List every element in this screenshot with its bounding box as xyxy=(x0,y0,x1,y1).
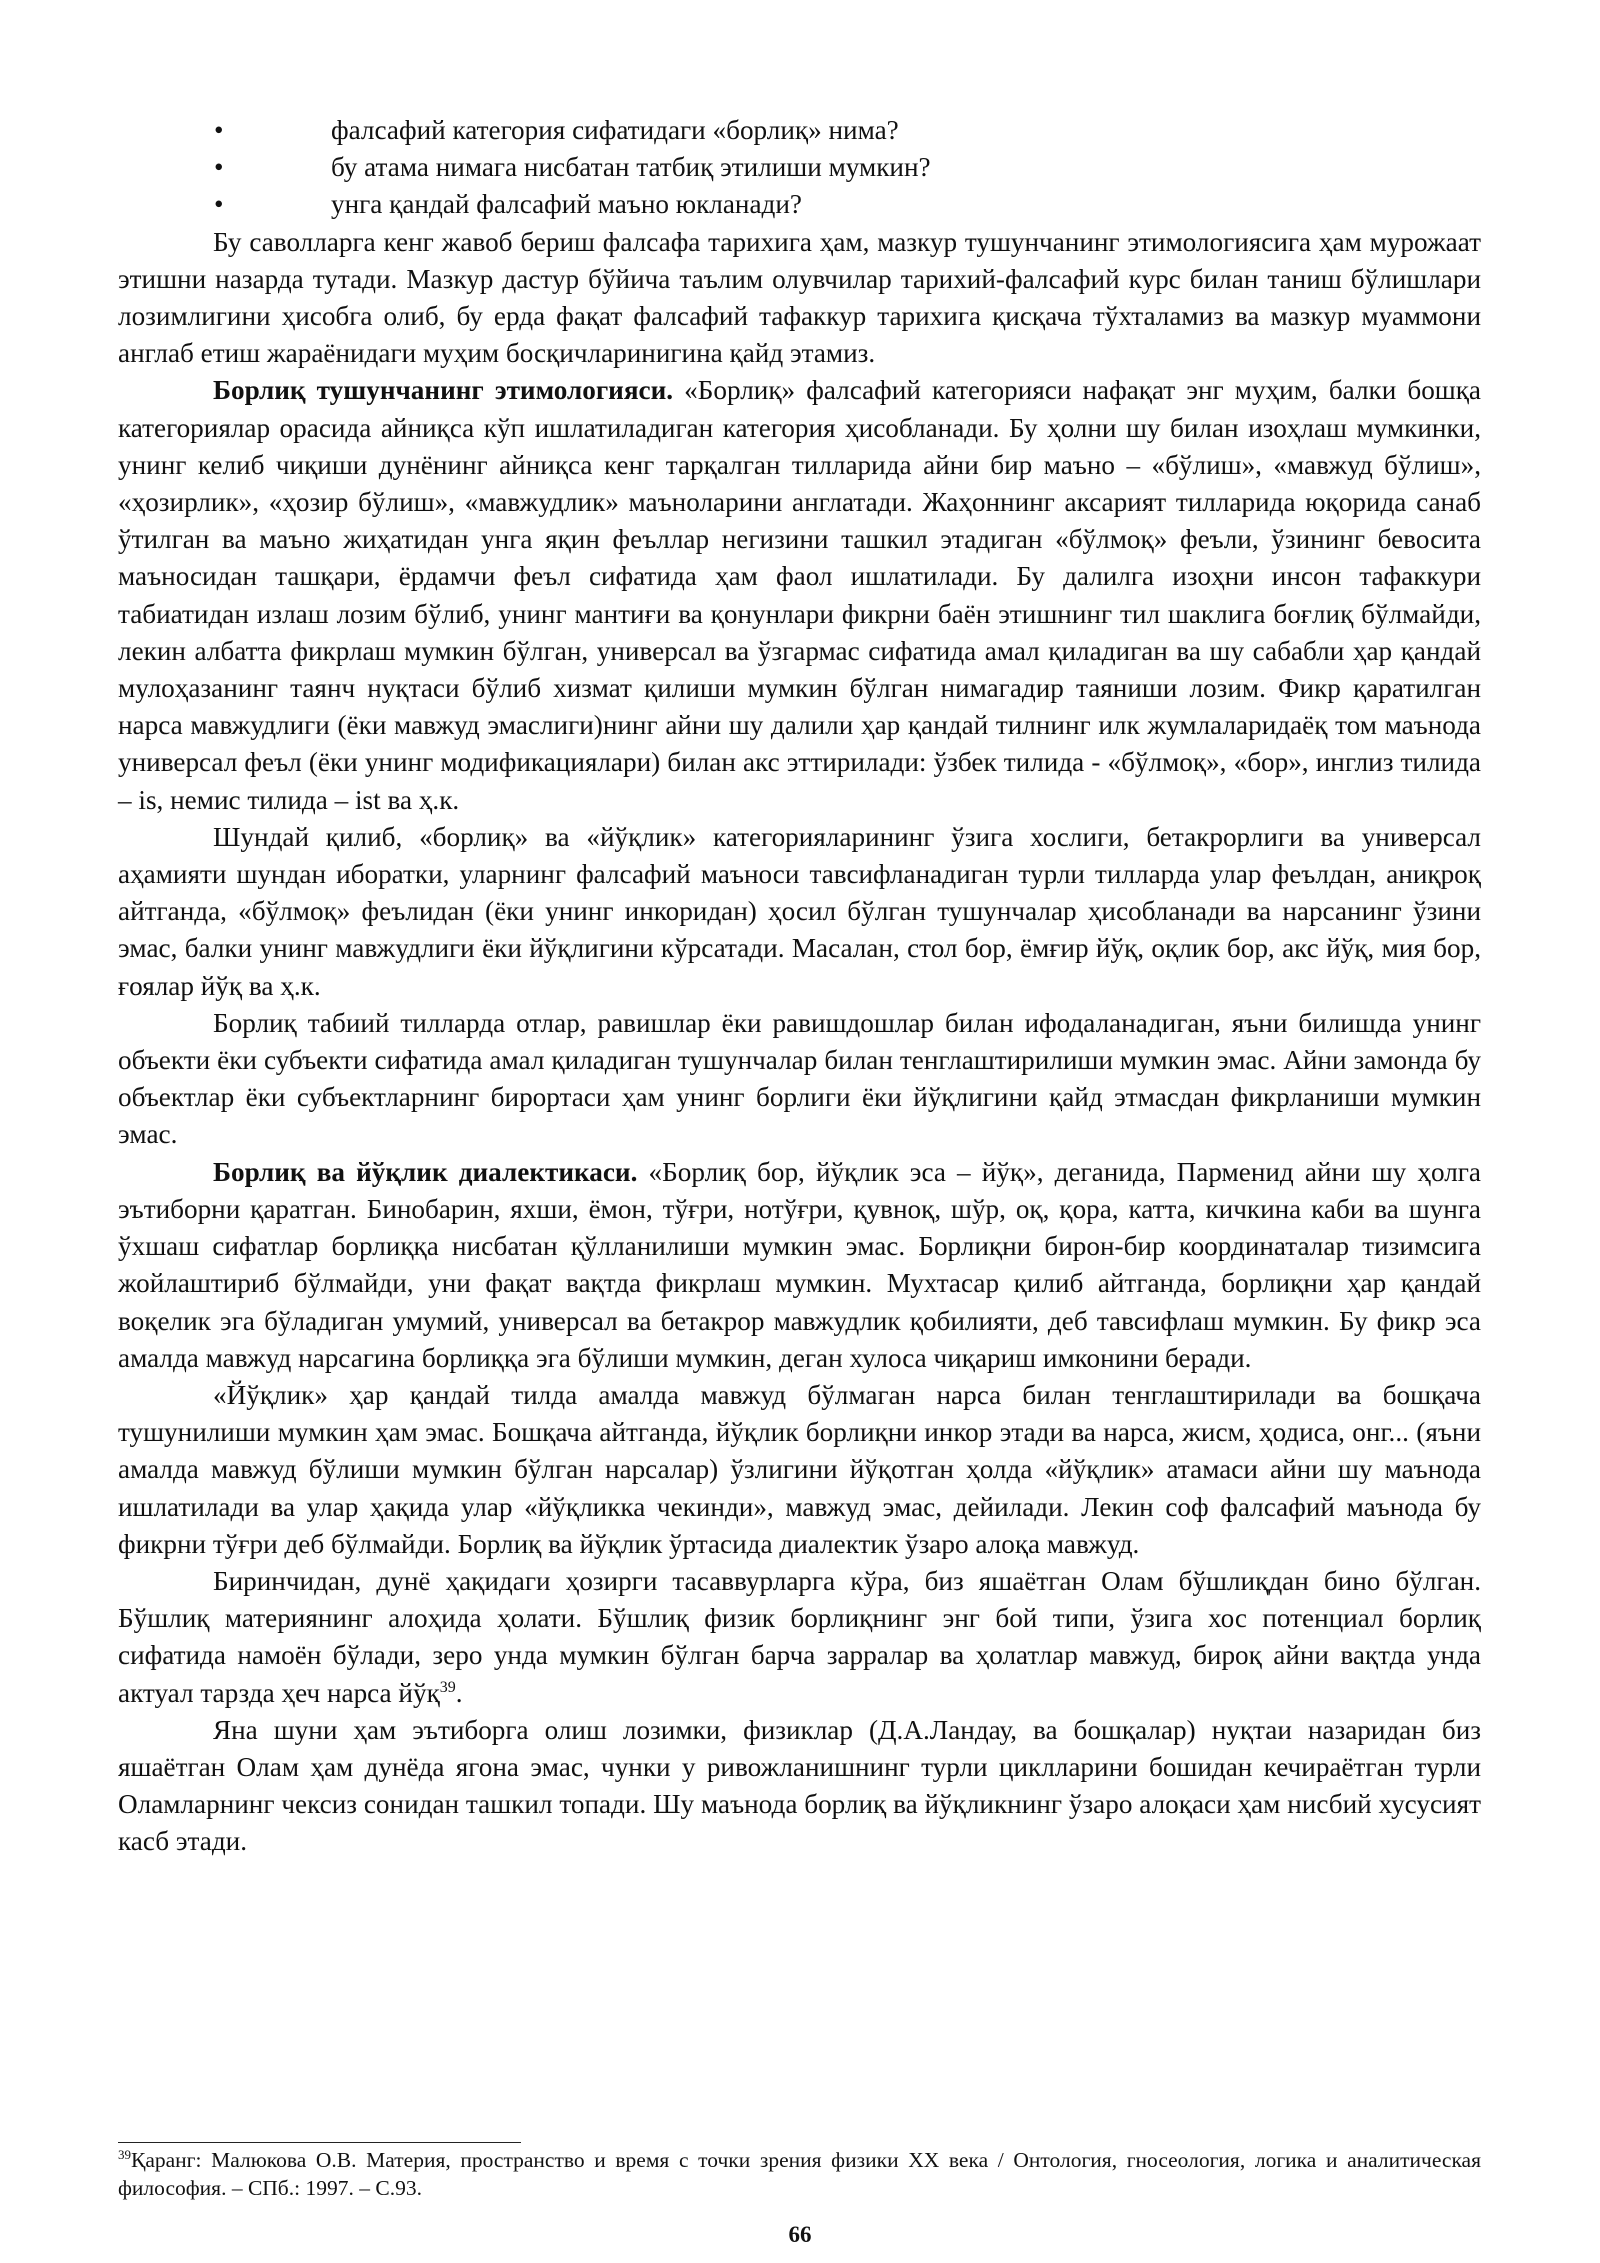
bullet-icon: • xyxy=(214,189,224,220)
bullet-icon: • xyxy=(214,152,224,183)
paragraph: Борлиқ ва йўқлик диалектикаси. «Борлиқ бор, йўқлик эса – йўқ», деганида, Парменид айни шу ҳолга эътиборни қаратган. Бинобарин, яхши, ёмон, тўғри, нотўғри, қувноқ, шўр, оқ, қора, катта, кичкина каби ва шунга ўхшаш сифатлар борлиққа нисбатан қўлланилиши мумкин эмас. Борлиқни бирон-бир координаталар тизимсига жойлаштириб бўлмайди, уни фақат вақтда фикрлаш мумкин. Мухтасар қилиб айтганда, борлиқни ҳар қандай воқелик эга бўладиган умумий, универсал ва бетакрор мавжудлик қобилияти, деб тавсифлаш мумкин. Бу фикр эса амалда мавжуд нарсагина борлиққа эга бўлиши мумкин, деган хулоса чиқариш имконини беради. xyxy=(118,1156,1482,1373)
paragraph: Шундай қилиб, «борлиқ» ва «йўқлик» категорияларининг ўзига хослиги, бетакрорлиги ва универсал аҳамияти шундан иборатки, уларнинг фалсафий маъноси тавсифланадиган турли тилларда улар феълдан, аниқроқ айтганда, «бўлмоқ» феълидан (ёки унинг инкоридан) ҳосил бўлган тушунчалар ҳисобланади ва нарсанинг ўзини эмас, балки унинг мавжудлиги ёки йўқлигини кўрсатади. Масалан, стол бор, ёмғир йўқ, оқлик бор, акс йўқ, мия бор, ғоялар йўқ ва ҳ.к. xyxy=(118,821,1481,1001)
paragraph: Бу саволларга кенг жавоб бериш фалсафа тарихига ҳам, мазкур тушунчанинг этимологиясига ҳам мурожаат этишни назарда тутади. Мазкур дастур бўйича таълим олувчилар тарихий-фалсафий курс билан таниш бўлишлари лозимлигини ҳисобга олиб, бу ерда фақат фалсафий тафаккур тарихига қисқача тўхталамиз ва мазкур муаммони англаб етиш жараёнидаги муҳим босқичларинигина қайд этамиз. xyxy=(118,226,1481,369)
footnote-reference: 39 xyxy=(439,1678,456,1696)
section-heading: Борлиқ ва йўқлик диалектикаси. xyxy=(213,1156,638,1187)
paragraph: «Йўқлик» ҳар қандай тилда амалда мавжуд бўлмаган нарса билан тенглаштирилади ва бошқача тушунилиши мумкин ҳам эмас. Бошқача айтганда, йўқлик борлиқни инкор этади ва нарса, жисм, ҳодиса, онг... (яъни амалда мавжуд бўлиши мумкин бўлган нарсалар) ўзлигини йўқотган ҳолда «йўқлик» атамаси айни шу маънода ишлатилади ва улар ҳақида улар «йўқликка чекинди», мавжуд эмас, дейилади. Лекин соф фалсафий маънода бу фикрни тўғри деб бўлмайди. Борлиқ ва йўқлик ўртасида диалектик ўзаро алоқа мавжуд. xyxy=(118,1379,1481,1559)
main-text xyxy=(118,112,1481,1861)
list-item: • унга қандай фалсафий маъно юкланади? xyxy=(118,186,1481,223)
paragraph: Борлиқ табиий тилларда отлар, равишлар ёки равишдошлар билан ифодаланадиган, яъни билишда унинг объекти ёки субъекти сифатида амал қиладиган тушунчалар билан тенглаштирилиши мумкин эмас. Айни замонда бу объектлар ёки субъектларнинг бирортаси ҳам унинг борлиги ёки йўқлигини қайд этмасдан фикрланиши мумкин эмас. xyxy=(118,1007,1481,1150)
footnote: $^{39}$Қаранг: Малюкова О.В. Материя, пространство и время с точки зрения физики XX века / Онтология, гносеология, логика и аналитическая философия. – СПб.: 1997. – С.93. xyxy=(118,2146,1481,2200)
page-number: 66 xyxy=(788,2222,812,2247)
question-list xyxy=(118,112,1481,224)
footnote-divider xyxy=(118,2142,521,2143)
section-heading: Борлиқ тушунчанинг этимологияси. xyxy=(213,375,674,406)
paragraph: Биринчидан, дунё ҳақидаги ҳозирги тасаввурларга кўра, биз яшаётган Олам бўшлиқдан бино бўлган. Бўшлиқ материянинг алоҳида ҳолати. Бўшлиқ физик борлиқнинг энг бой типи, ўзига хос потенциал борлиқ сифатида намоён бўлади, зеро унда мумкин бўлган барча зарралар ва ҳолатлар мавжуд, бироқ айни вақтда унда актуал тарзда ҳеч нарса йўқ$^{39}$. xyxy=(118,1565,1481,1708)
bullet-icon: • xyxy=(214,115,224,145)
list-item: • фалсафий категория сифатидаги «борлиқ» нима? xyxy=(118,112,1481,149)
paragraph: Яна шуни ҳам эътиборга олиш лозимки, физиклар (Д.А.Ландау, ва бошқалар) нуқтаи назаридан биз яшаётган Олам ҳам дунёда ягона эмас, чунки у ривожланишнинг турли циклларини бошидан кечираётган турли Оламларнинг чексиз сонидан ташкил топади. Шу маънода борлиқ ва йўқликнинг ўзаро алоқаси ҳам нисбий хусусият касб этади. xyxy=(118,1714,1481,1857)
footnote-number: 39 xyxy=(118,2146,131,2162)
paragraph: Борлиқ тушунчанинг этимологияси. «Борлиқ» фалсафий категорияси нафақат энг муҳим, балки бошқа категориялар орасида айниқса кўп ишлатиладиган категория ҳисобланади. Бу ҳолни шу билан изоҳлаш мумкинки, унинг келиб чиқиши дунёнинг айниқса кенг тарқалган тилларида айни бир маъно – «бўлиш», «мавжуд бўлиш», «ҳозирлик», «ҳозир бўлиш», «мавжудлик» маъноларини англатади. Жаҳоннинг аксарият тилларида юқорида санаб ўтилган ва маъно жиҳатидан унга яқин феъллар негизини ташкил этадиган «бўлмоқ» феъли, ўзининг бевосита маъносидан ташқари, ёрдамчи феъл сифатида ҳам фаол ишлатилади. Бу далилга изоҳни инсон тафаккури табиатидан излаш лозим бўлиб, унинг мантиғи ва қонунлари фикрни баён этишнинг тил шаклига боғлиқ бўлмайди, лекин албатта фикрлаш мумкин бўлган, универсал ва ўзгармас сифатида амал қиладиган ва шу сабабли ҳар қандай мулоҳазанинг таянч нуқтаси бўлиб хизмат қилиши мумкин бўлган нимагадир таяниши лозим. Фикр қаратилган нарса мавжудлиги (ёки мавжуд эмаслиги)нинг айни шу далили ҳар қандай тилнинг илк жумлаларидаёқ том маънода универсал феъл (ёки унинг модификациялари) билан акс эттирилади: ўзбек тилида - «бўлмоқ», «бор», инглиз тилида – is, немис тилида – ist ва ҳ.к. xyxy=(118,375,1482,815)
list-item: • бу атама нимага нисбатан татбиқ этилиши мумкин? xyxy=(118,149,1481,186)
